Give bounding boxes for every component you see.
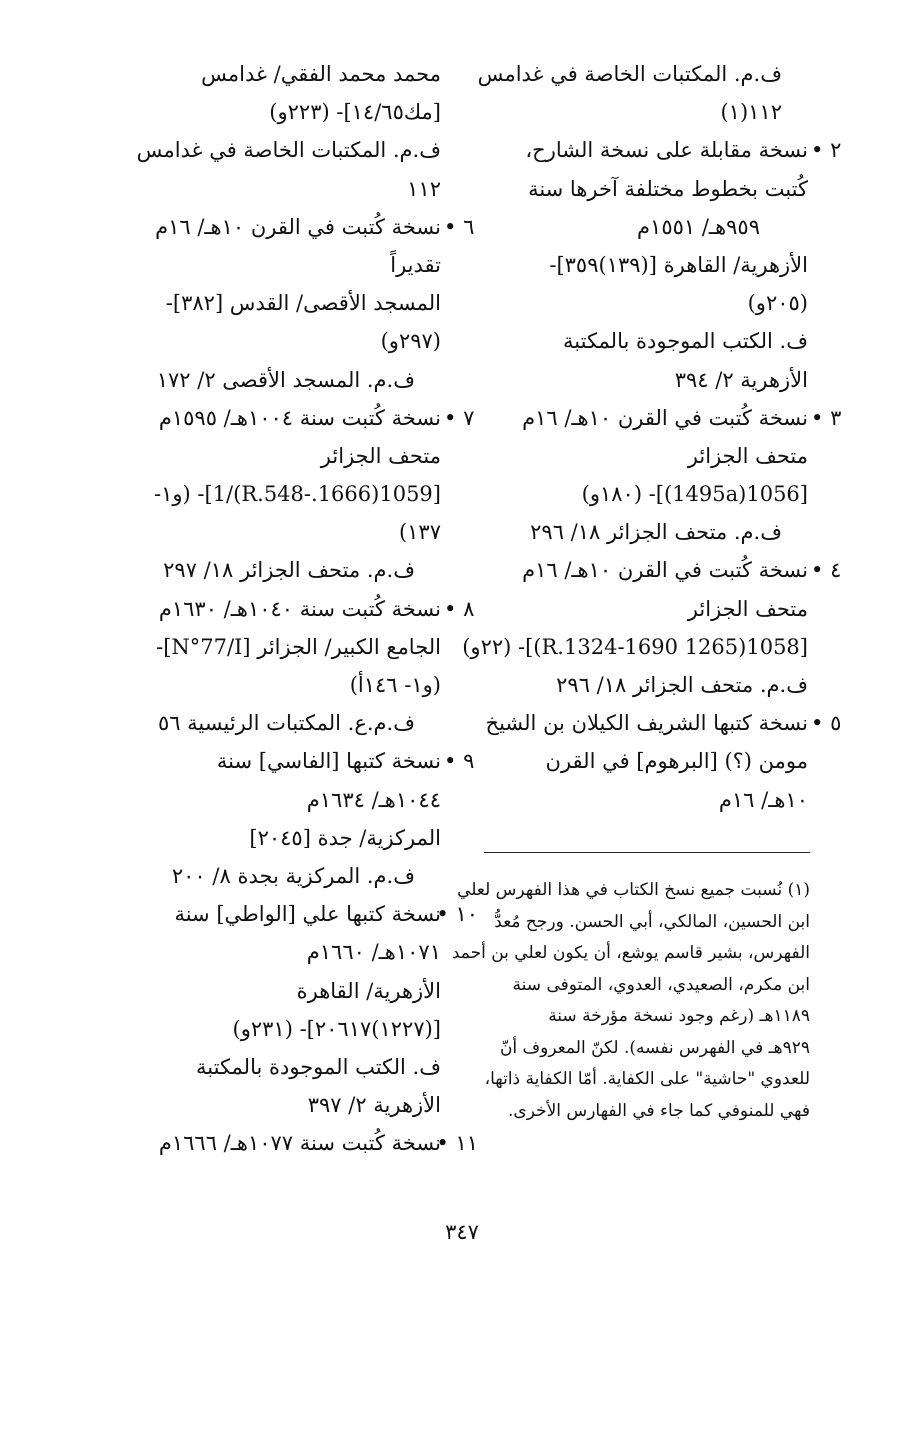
line-text: الأزهرية/ القاهرة [(١٣٩)٣٥٩]-	[549, 252, 808, 277]
text-line	[478, 475, 808, 513]
text-line	[96, 55, 441, 93]
footnote-line: فهي للمنوفي كما جاء في الفهارس الأخرى.	[508, 1100, 810, 1121]
line-text: المركزية/ جدة [٢٠٤٥]	[249, 825, 441, 850]
line-text: ف.م. متحف الجزائر ١٨/ ٢٩٦	[556, 673, 808, 697]
text-line	[478, 781, 808, 819]
footnote-line: ابن مكرم، الصعيدي، العدوي، المتوفى سنة	[512, 974, 810, 995]
line-text: [1058(1265 1690-R.1324)]- (٢٢و)	[462, 634, 808, 659]
line-text: نسخة كُتبت في القرن ١٠هـ/ ١٦م	[522, 558, 808, 583]
text-line	[96, 933, 441, 971]
text-line	[96, 361, 441, 399]
entry-number: ٥ •	[811, 711, 842, 736]
text-line	[96, 513, 441, 551]
text-line	[478, 742, 808, 780]
line-text: ف. الكتب الموجودة بالمكتبة	[196, 1054, 441, 1079]
entry-number: ٧ •	[444, 405, 475, 430]
line-text: ف.م. متحف الجزائر ١٨/ ٢٩٦	[530, 520, 782, 545]
entry-number: ٩ •	[444, 749, 475, 774]
entry-number: ١٠ •	[436, 902, 478, 927]
text-line	[478, 513, 808, 551]
footnote-line: (١) نُسبت جميع نسخ الكتاب في هذا الفهرس لعلي	[457, 880, 810, 900]
text-line	[96, 246, 441, 284]
text-line	[96, 857, 441, 895]
footnote-line: ٩٢٩هـ في الفهرس نفسه). لكنّ المعروف أنّ	[499, 1037, 810, 1058]
text-line	[478, 246, 808, 284]
text-line	[96, 551, 441, 589]
footnote-line: للعدوي "حاشية" على الكفاية. أمّا الكفاية ذاتها،	[484, 1069, 810, 1089]
line-text: [1056(1495a)]- (١٨٠و)	[581, 482, 808, 507]
text-line	[478, 93, 808, 131]
text-line	[462, 628, 808, 666]
line-text: نسخة كُتبت سنة ١٠٧٧هـ/ ١٦٦٦م	[158, 1131, 441, 1156]
line-text: (و١- ١٤٦أ)	[349, 673, 441, 697]
text-line	[96, 1010, 441, 1048]
text-line	[478, 666, 808, 704]
line-text: ١٣٧)	[398, 520, 441, 545]
text-line	[96, 819, 441, 857]
line-text: نسخة كتبها [الفاسي] سنة	[216, 749, 441, 774]
line-text: الأزهرية/ القاهرة	[296, 978, 441, 1003]
text-line	[96, 475, 441, 513]
entry-start-line	[96, 895, 478, 933]
text-line	[478, 322, 808, 360]
text-line	[478, 361, 808, 399]
text-line	[96, 1048, 441, 1086]
text-line	[96, 322, 441, 360]
footnote-line: ابن الحسين، المالكي، أبي الحسن. ورجح مُعدُّ	[494, 911, 810, 932]
line-text: نسخة كُتبت في القرن ١٠هـ/ ١٦م	[522, 405, 808, 430]
text-line	[478, 208, 808, 246]
line-text: محمد محمد الفقي/ غدامس	[201, 62, 441, 86]
line-text: ف. الكتب الموجودة بالمكتبة	[563, 329, 808, 354]
line-text: مومن (؟) [البرهوم] في القرن	[545, 749, 808, 774]
entry-start-line	[96, 399, 475, 437]
line-text: تقديراً	[390, 252, 441, 277]
line-text: نسخة مقابلة على نسخة الشارح،	[525, 138, 808, 163]
line-text: ف.م. المركزية بجدة ٨/ ٢٠٠	[171, 863, 415, 888]
text-line	[96, 972, 441, 1010]
line-text: نسخة كُتبت سنة ١٠٤٠هـ/ ١٦٣٠م	[158, 596, 441, 621]
entry-number: ٨ •	[444, 596, 475, 621]
line-text: ١١٢(١)	[720, 100, 782, 125]
entry-number: ٤ •	[811, 558, 842, 583]
entry-start-line	[478, 399, 842, 437]
text-line	[478, 55, 808, 93]
entry-start-line	[96, 590, 475, 628]
entry-start-line	[478, 704, 842, 742]
text-line	[96, 284, 441, 322]
line-text: (٢٩٧و)	[380, 329, 441, 354]
text-line	[478, 437, 808, 475]
text-line	[96, 93, 441, 131]
line-text: نسخة كُتبت سنة ١٠٠٤هـ/ ١٥٩٥م	[158, 405, 441, 430]
text-line	[96, 131, 441, 169]
line-text: الأزهرية ٢/ ٣٩٧	[307, 1093, 441, 1118]
text-line	[96, 704, 441, 742]
line-text: ١٠هـ/ ١٦م	[718, 787, 808, 812]
line-text: ١٠٧١هـ/ ١٦٦٠م	[306, 940, 441, 965]
line-text: ١٠٤٤هـ/ ١٦٣٤م	[306, 787, 441, 812]
text-line	[478, 170, 808, 208]
line-text: ف.م. المكتبات الخاصة في غدامس	[477, 62, 782, 86]
line-text: ف.م. المسجد الأقصى ٢/ ١٧٢	[156, 367, 415, 392]
footnote-separator	[484, 852, 810, 853]
line-text: ٩٥٩هـ/ ١٥٥١م	[637, 214, 760, 239]
text-line	[96, 781, 441, 819]
entry-start-line	[478, 551, 842, 589]
line-text: [مك١٤/٦٥]- (٢٢٣و)	[269, 100, 441, 125]
line-text: متحف الجزائر	[687, 596, 808, 621]
text-line	[478, 590, 808, 628]
line-text: (٢٠٥و)	[747, 291, 808, 316]
line-text: نسخة كتبها علي [الواطي] سنة	[174, 902, 441, 927]
line-text: ف.م. المكتبات الخاصة في غدامس	[136, 138, 441, 163]
line-text: ف.م. متحف الجزائر ١٨/ ٢٩٧	[163, 558, 415, 583]
text-line	[96, 170, 441, 208]
text-line	[96, 628, 441, 666]
entry-number: ٢ •	[811, 138, 842, 163]
line-text: نسخة كُتبت في القرن ١٠هـ/ ١٦م	[155, 214, 441, 239]
left-column	[96, 55, 478, 1162]
text-line	[478, 284, 808, 322]
entry-start-line	[96, 208, 475, 246]
right-column	[462, 55, 842, 819]
text-line	[96, 437, 441, 475]
text-line	[96, 666, 441, 704]
line-text: متحف الجزائر	[687, 443, 808, 468]
line-text: [(١٢٢٧)٢٠٦١٧]- (٢٣١و)	[232, 1016, 441, 1041]
footnote-line: الفهرس، بشير قاسم يوشع، أن يكون لعلي بن أحمد	[451, 943, 810, 963]
line-text: متحف الجزائر	[320, 443, 441, 468]
entry-number: ٦ •	[444, 214, 475, 239]
text-line	[96, 1086, 441, 1124]
page-number: ٣٤٧	[445, 1220, 479, 1244]
entry-number: ١١ •	[436, 1131, 478, 1156]
line-text: ١١٢	[407, 176, 441, 201]
footnote-line: ١١٨٩هـ (رغم وجود نسخة مؤرخة سنة	[548, 1006, 810, 1026]
line-text: كُتبت بخطوط مختلفة آخرها سنة	[528, 176, 808, 201]
line-text: المسجد الأقصى/ القدس [٣٨٢]-	[165, 291, 441, 316]
line-text: الأزهرية ٢/ ٣٩٤	[674, 367, 808, 392]
entry-number: ٣ •	[811, 405, 842, 430]
entry-start-line	[96, 742, 475, 780]
line-text: [1059(1666.-R.548)/1]- (و١-	[153, 482, 441, 507]
line-text: ف.م.ع. المكتبات الرئيسية ٥٦	[157, 711, 415, 736]
line-text: الجامع الكبير/ الجزائر [N°77/I]-	[156, 634, 441, 659]
line-text: نسخة كتبها الشريف الكيلان بن الشيخ	[485, 711, 808, 736]
entry-start-line	[96, 1124, 478, 1162]
entry-start-line	[478, 131, 842, 169]
